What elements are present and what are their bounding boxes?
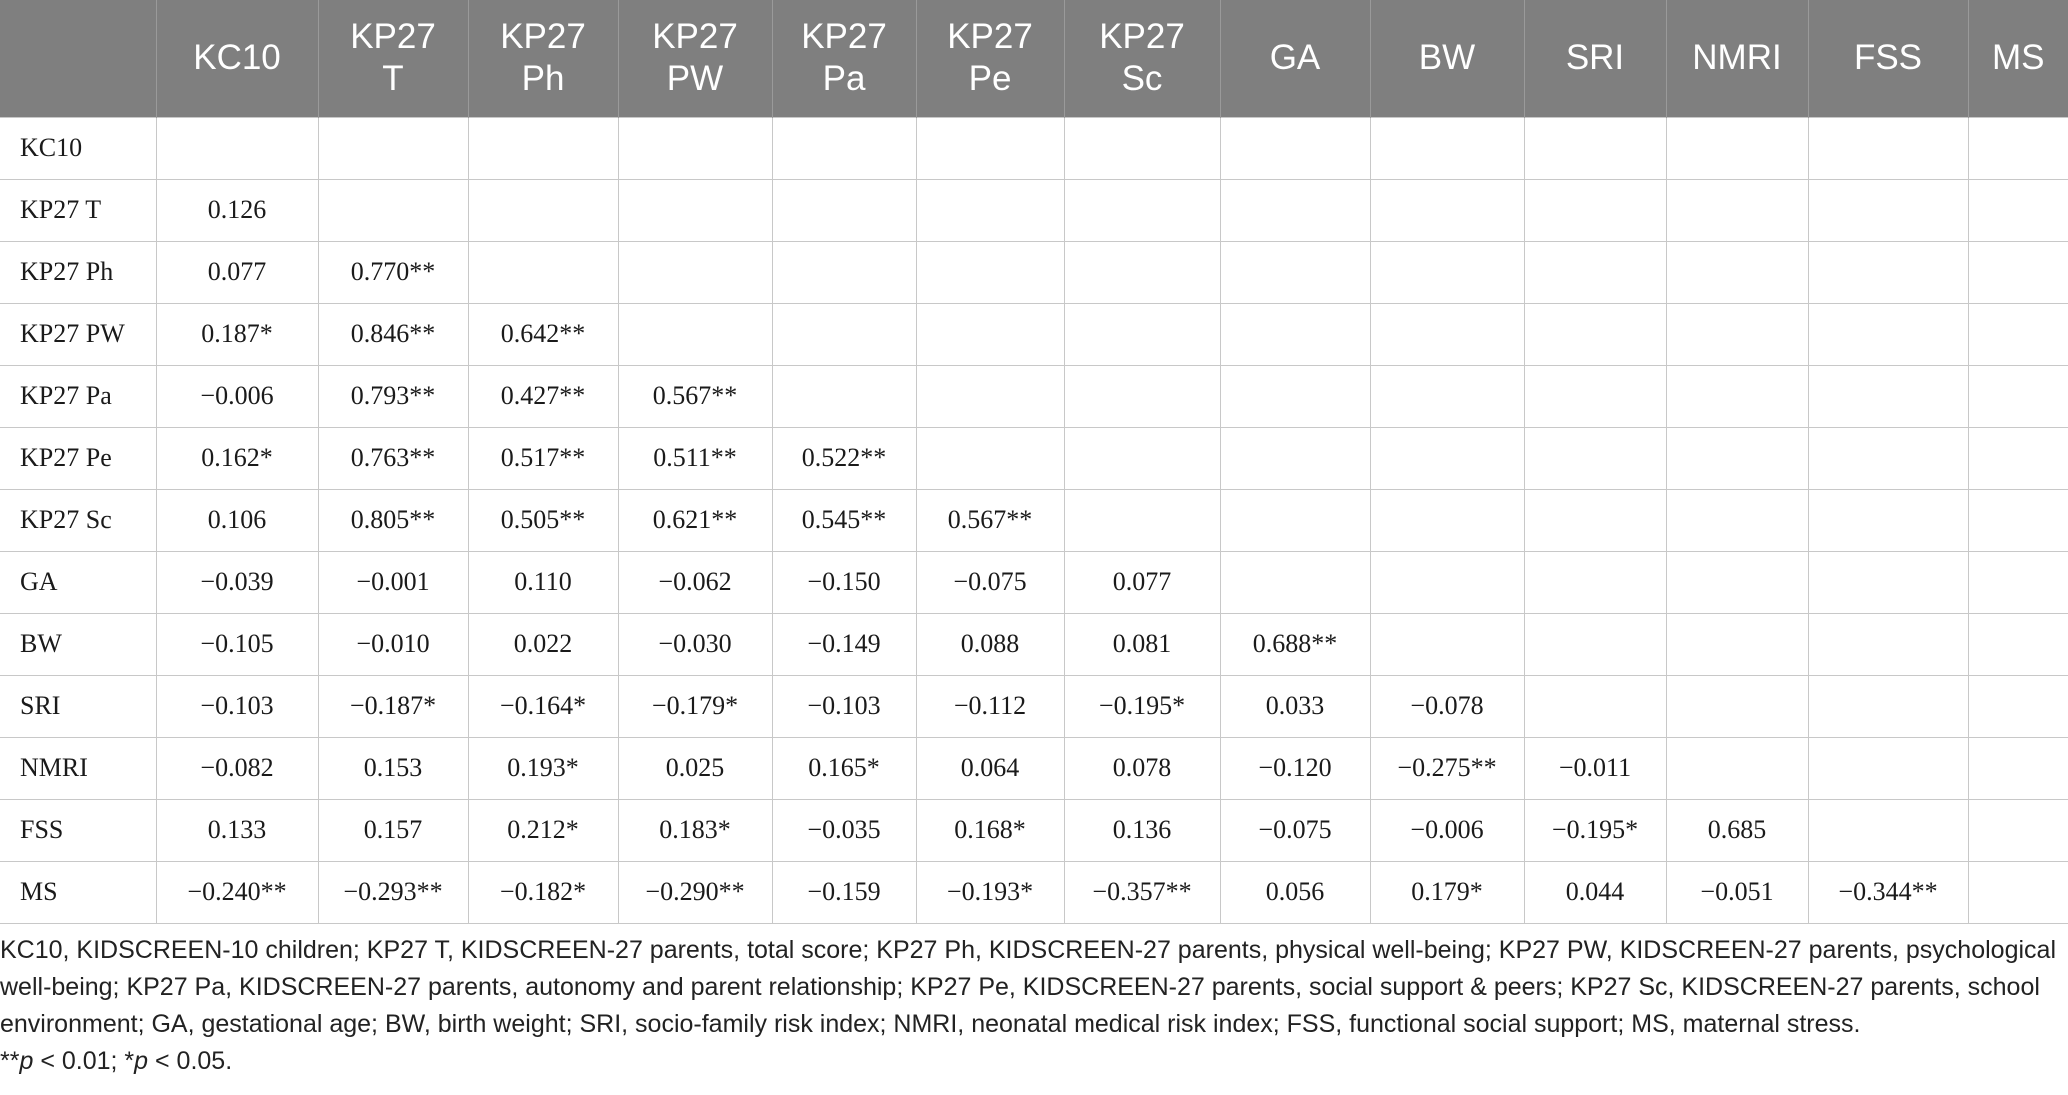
table-cell: 0.688** (1220, 613, 1370, 675)
column-header-line1: KP27 (947, 17, 1033, 57)
table-cell (1524, 117, 1666, 179)
table-cell (468, 241, 618, 303)
column-header (916, 0, 1064, 117)
table-cell: 0.522** (772, 427, 916, 489)
table-cell (1064, 365, 1220, 427)
column-header-line1: KP27 (1099, 17, 1185, 57)
column-header-line2: T (382, 59, 404, 99)
column-header-line1: SRI (1565, 38, 1625, 78)
table-row (0, 489, 2068, 551)
table-cell: −0.293** (318, 861, 468, 923)
column-header (1524, 0, 1666, 117)
table-cell (1370, 365, 1524, 427)
column-header-line1: KP27 (500, 17, 586, 57)
table-body (0, 117, 2068, 923)
table-cell: −0.105 (156, 613, 318, 675)
table-cell: −0.075 (1220, 799, 1370, 861)
table-cell (618, 179, 772, 241)
table-cell: −0.006 (1370, 799, 1524, 861)
table-cell (772, 117, 916, 179)
table-cell: 0.157 (318, 799, 468, 861)
table-cell (1968, 179, 2068, 241)
table-cell (1064, 489, 1220, 551)
table-cell (916, 365, 1064, 427)
column-header-line1: BW (1418, 38, 1476, 78)
table-cell (468, 117, 618, 179)
table-cell (1666, 737, 1808, 799)
table-cell: −0.149 (772, 613, 916, 675)
table-cell: 0.078 (1064, 737, 1220, 799)
column-header (618, 0, 772, 117)
table-cell (1808, 179, 1968, 241)
column-header-line1: KP27 (652, 17, 738, 57)
table-cell (1968, 241, 2068, 303)
row-label: KP27 PW (0, 303, 156, 365)
table-cell: −0.182* (468, 861, 618, 923)
table-cell (1064, 241, 1220, 303)
table-cell: −0.195* (1524, 799, 1666, 861)
table-row (0, 613, 2068, 675)
table-cell: 0.685 (1666, 799, 1808, 861)
table-cell (1808, 799, 1968, 861)
table-cell (1524, 365, 1666, 427)
row-label: BW (0, 613, 156, 675)
table-cell: 0.077 (156, 241, 318, 303)
table-cell: 0.642** (468, 303, 618, 365)
table-cell: −0.030 (618, 613, 772, 675)
table-row (0, 179, 2068, 241)
table-cell (1064, 179, 1220, 241)
row-label: KP27 Pa (0, 365, 156, 427)
table-cell: 0.165* (772, 737, 916, 799)
column-header-line1: KC10 (193, 38, 281, 78)
table-cell (1064, 117, 1220, 179)
table-cell (1666, 427, 1808, 489)
table-cell (618, 303, 772, 365)
table-cell (618, 241, 772, 303)
table-cell (916, 303, 1064, 365)
table-cell: −0.062 (618, 551, 772, 613)
table-cell (1370, 179, 1524, 241)
table-cell: 0.022 (468, 613, 618, 675)
table-cell (1666, 613, 1808, 675)
table-cell (1370, 551, 1524, 613)
column-header (1808, 0, 1968, 117)
table-cell (1666, 489, 1808, 551)
table-cell: 0.162* (156, 427, 318, 489)
table-cell: −0.035 (772, 799, 916, 861)
table-cell (1968, 737, 2068, 799)
column-header-line1: KP27 (801, 17, 887, 57)
table-cell: −0.275** (1370, 737, 1524, 799)
table-cell: −0.078 (1370, 675, 1524, 737)
table-cell (1808, 551, 1968, 613)
table-cell (772, 365, 916, 427)
column-header-line1: NMRI (1692, 38, 1782, 78)
table-cell (1524, 241, 1666, 303)
table-cell (1220, 365, 1370, 427)
table-cell (468, 179, 618, 241)
abbreviations-note: KC10, KIDSCREEN-10 children; KP27 T, KIDSCREEN-27 parents, total score; KP27 Ph, KIDSCREEN-27 parents, physical well-being; KP27 PW, KIDSCREEN-27 parents, psychological well-being; KP27 Pa, KIDSCREEN-27 parents, autonomy and parent relationship; KP27 Pe, KIDSCREEN-27 parents, social support & peers; KP27 Sc, KIDSCREEN-27 parents, school environment; GA, gestational age; BW, birth weight; SRI, socio-family risk index; NMRI, neonatal medical risk index; FSS, functional social support; MS, maternal stress. (0, 936, 2056, 1038)
header-row (0, 0, 2068, 117)
significance-note (0, 1043, 2060, 1080)
sig-part1: ** (0, 1047, 20, 1075)
table-cell (1808, 303, 1968, 365)
table-cell: 0.793** (318, 365, 468, 427)
table-cell (1968, 117, 2068, 179)
table-cell: 0.427** (468, 365, 618, 427)
sig-part2: < 0.01; * (33, 1047, 135, 1075)
table-cell: 0.056 (1220, 861, 1370, 923)
table-cell: 0.077 (1064, 551, 1220, 613)
row-label: KP27 Pe (0, 427, 156, 489)
table-cell: −0.195* (1064, 675, 1220, 737)
table-cell (1370, 241, 1524, 303)
row-label: NMRI (0, 737, 156, 799)
table-cell (1370, 117, 1524, 179)
column-header (318, 0, 468, 117)
row-label: KP27 Ph (0, 241, 156, 303)
table-cell: −0.103 (156, 675, 318, 737)
table-cell: −0.112 (916, 675, 1064, 737)
table-cell: 0.505** (468, 489, 618, 551)
table-cell: −0.039 (156, 551, 318, 613)
table-cell (1370, 427, 1524, 489)
table-cell (916, 179, 1064, 241)
table-cell: 0.136 (1064, 799, 1220, 861)
table-cell: 0.511** (618, 427, 772, 489)
table-cell: −0.179* (618, 675, 772, 737)
table-cell (1666, 551, 1808, 613)
table-cell (1524, 675, 1666, 737)
table-cell: 0.545** (772, 489, 916, 551)
table-cell (1968, 551, 2068, 613)
table-cell: −0.103 (772, 675, 916, 737)
table-cell: 0.846** (318, 303, 468, 365)
table-cell: 0.110 (468, 551, 618, 613)
table-row (0, 551, 2068, 613)
table-cell (1666, 179, 1808, 241)
table-cell: 0.187* (156, 303, 318, 365)
table-cell (1968, 489, 2068, 551)
column-header-line2: Pe (968, 59, 1012, 99)
table-cell (1220, 179, 1370, 241)
table-cell (1666, 675, 1808, 737)
table-cell (1666, 117, 1808, 179)
column-header-line2: Pa (822, 59, 866, 99)
table-cell (1968, 675, 2068, 737)
table-cell: 0.126 (156, 179, 318, 241)
table-cell (1808, 427, 1968, 489)
table-cell: 0.033 (1220, 675, 1370, 737)
table-cell (1968, 613, 2068, 675)
column-header-line2: Sc (1121, 59, 1163, 99)
table-cell: −0.290** (618, 861, 772, 923)
table-cell (1808, 613, 1968, 675)
table-cell: −0.001 (318, 551, 468, 613)
table-cell: −0.344** (1808, 861, 1968, 923)
table-cell (1968, 861, 2068, 923)
column-header-line2: PW (666, 59, 724, 99)
table-cell: 0.044 (1524, 861, 1666, 923)
table-cell (772, 179, 916, 241)
table-cell: 0.763** (318, 427, 468, 489)
table-row (0, 427, 2068, 489)
row-label: SRI (0, 675, 156, 737)
table-cell: −0.240** (156, 861, 318, 923)
table-cell (1220, 303, 1370, 365)
table-cell (1064, 303, 1220, 365)
table-cell (1808, 365, 1968, 427)
table-cell (1808, 117, 1968, 179)
table-cell: 0.064 (916, 737, 1064, 799)
sig-part3: < 0.05. (148, 1047, 233, 1075)
table-cell: −0.164* (468, 675, 618, 737)
table-cell: 0.179* (1370, 861, 1524, 923)
column-header (156, 0, 318, 117)
table-cell (618, 117, 772, 179)
table-cell: 0.212* (468, 799, 618, 861)
table-cell (1968, 303, 2068, 365)
table-cell: −0.051 (1666, 861, 1808, 923)
table-cell (1064, 427, 1220, 489)
table-cell (1666, 241, 1808, 303)
table-cell: 0.567** (916, 489, 1064, 551)
column-header (1064, 0, 1220, 117)
table-cell: 0.621** (618, 489, 772, 551)
column-header (1666, 0, 1808, 117)
table-cell (1220, 551, 1370, 613)
table-cell (1524, 489, 1666, 551)
row-label: FSS (0, 799, 156, 861)
table-cell: 0.081 (1064, 613, 1220, 675)
table-cell (1220, 241, 1370, 303)
table-cell (1968, 799, 2068, 861)
table-cell (1524, 303, 1666, 365)
header-corner (0, 0, 156, 117)
column-header-line1: MS (1992, 38, 2045, 78)
table-cell (1808, 241, 1968, 303)
table-cell (1666, 365, 1808, 427)
table-cell: −0.006 (156, 365, 318, 427)
table-row (0, 799, 2068, 861)
row-label: GA (0, 551, 156, 613)
table-cell (916, 241, 1064, 303)
table-cell: −0.082 (156, 737, 318, 799)
table-cell: −0.150 (772, 551, 916, 613)
table-cell (1370, 489, 1524, 551)
table-cell (916, 117, 1064, 179)
table-cell (1370, 613, 1524, 675)
table-cell (1524, 613, 1666, 675)
table-cell (1666, 303, 1808, 365)
table-cell: 0.106 (156, 489, 318, 551)
table-cell: −0.159 (772, 861, 916, 923)
row-label: KP27 Sc (0, 489, 156, 551)
row-label: KP27 T (0, 179, 156, 241)
table-cell: −0.120 (1220, 737, 1370, 799)
table-cell (1370, 303, 1524, 365)
table-cell (1808, 489, 1968, 551)
table-row (0, 303, 2068, 365)
table-footnotes (0, 932, 2060, 1080)
table-cell: −0.075 (916, 551, 1064, 613)
table-cell: 0.133 (156, 799, 318, 861)
column-header-line2: Ph (521, 59, 565, 99)
table-cell: −0.010 (318, 613, 468, 675)
table-row (0, 861, 2068, 923)
table-row (0, 117, 2068, 179)
column-header-line1: FSS (1853, 38, 1923, 78)
table-row (0, 737, 2068, 799)
table-cell: −0.193* (916, 861, 1064, 923)
table-cell: 0.805** (318, 489, 468, 551)
table-cell (916, 427, 1064, 489)
table-cell (1220, 117, 1370, 179)
table-cell: −0.357** (1064, 861, 1220, 923)
table-cell: 0.193* (468, 737, 618, 799)
row-label: MS (0, 861, 156, 923)
table-cell: 0.517** (468, 427, 618, 489)
column-header-line1: GA (1269, 38, 1321, 78)
table-cell: −0.187* (318, 675, 468, 737)
table-cell (1808, 737, 1968, 799)
table-cell: 0.183* (618, 799, 772, 861)
table-header (0, 0, 2068, 117)
table-cell: −0.011 (1524, 737, 1666, 799)
table-cell (1220, 427, 1370, 489)
table-cell (1808, 675, 1968, 737)
row-label: KC10 (0, 117, 156, 179)
table-cell (156, 117, 318, 179)
table-cell (318, 179, 468, 241)
table-row (0, 241, 2068, 303)
table-cell (1524, 427, 1666, 489)
table-cell (1968, 427, 2068, 489)
table-row (0, 365, 2068, 427)
table-row (0, 675, 2068, 737)
column-header (1220, 0, 1370, 117)
table-cell (1524, 179, 1666, 241)
table-cell (772, 303, 916, 365)
table-cell: 0.025 (618, 737, 772, 799)
sig-p1: p (19, 1047, 34, 1075)
table-cell: 0.088 (916, 613, 1064, 675)
column-header (772, 0, 916, 117)
table-cell: 0.770** (318, 241, 468, 303)
table-cell (1220, 489, 1370, 551)
column-header (1968, 0, 2068, 117)
table-cell (1968, 365, 2068, 427)
table-cell (318, 117, 468, 179)
column-header (468, 0, 618, 117)
column-header-line1: KP27 (350, 17, 436, 57)
table-cell: 0.168* (916, 799, 1064, 861)
table-cell: 0.567** (618, 365, 772, 427)
table-cell (772, 241, 916, 303)
column-header (1370, 0, 1524, 117)
table-cell: 0.153 (318, 737, 468, 799)
sig-p2: p (134, 1047, 149, 1075)
table-cell (1524, 551, 1666, 613)
